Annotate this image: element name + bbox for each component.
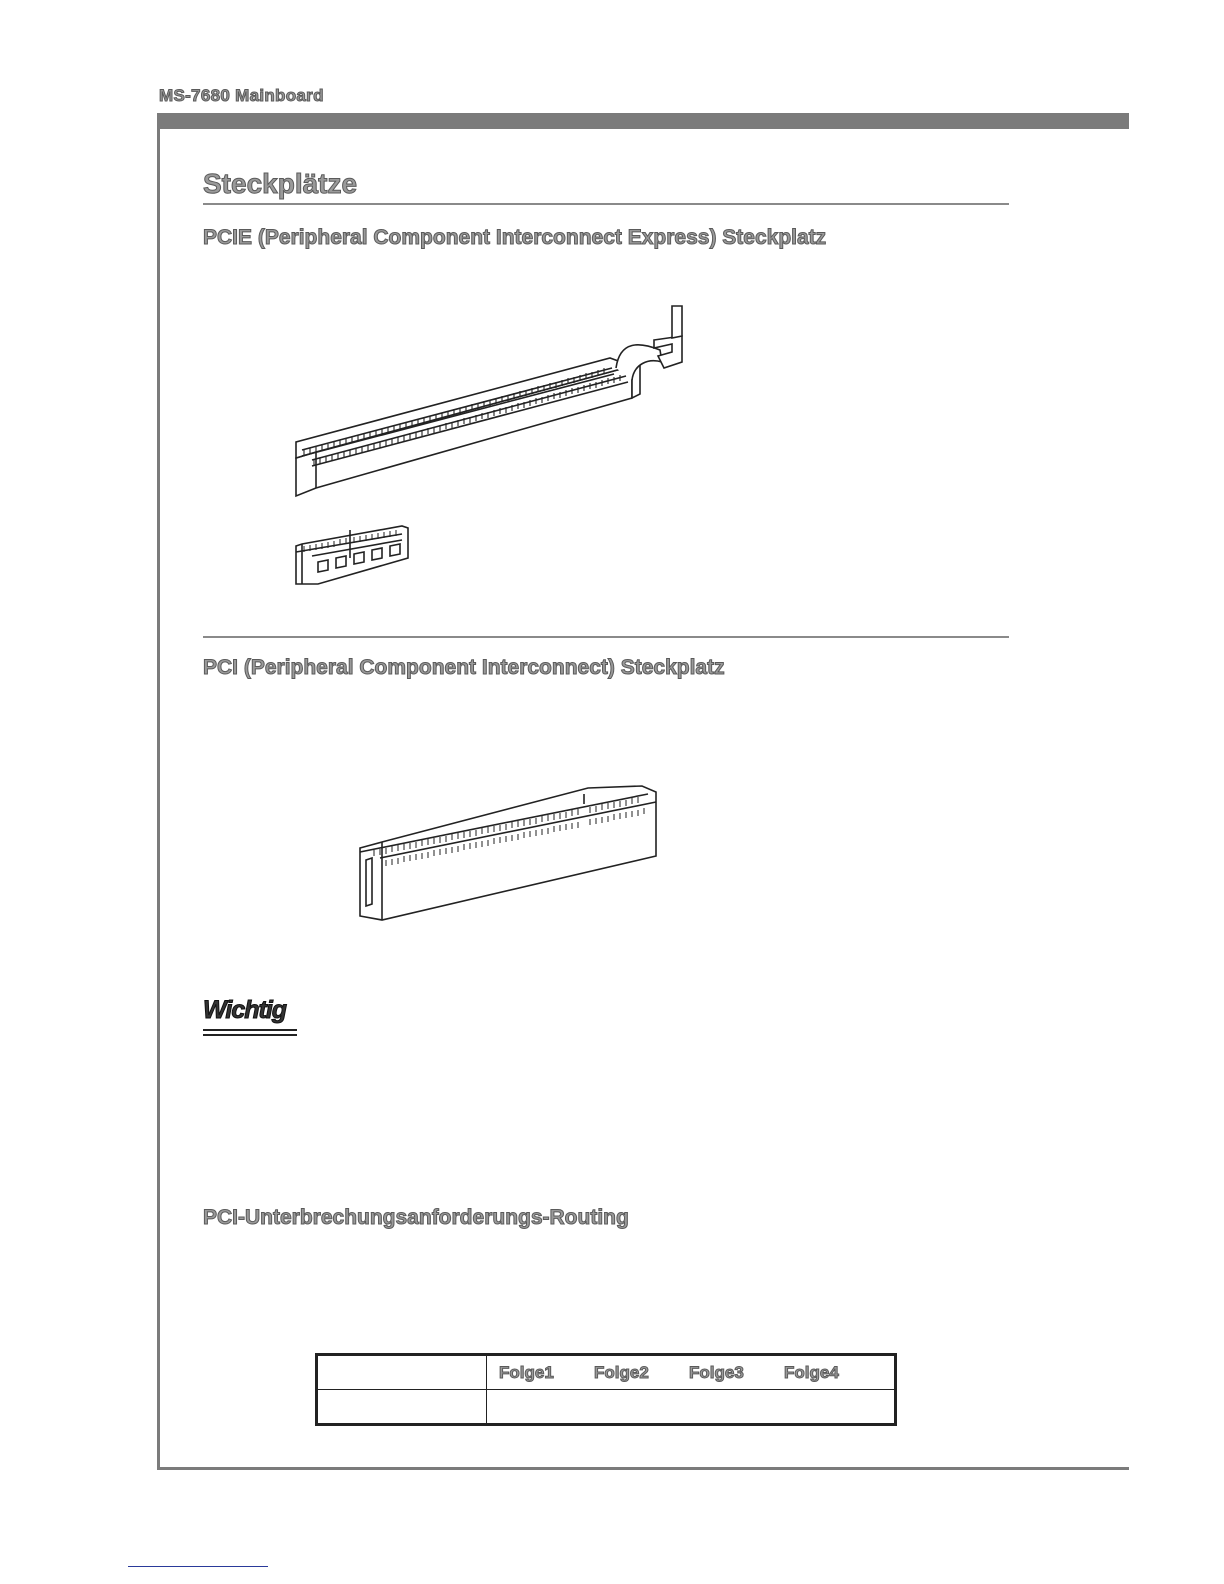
bottom-border bbox=[157, 1467, 1129, 1470]
pci-slot-illustration bbox=[352, 780, 664, 922]
important-label: Wichtig bbox=[203, 996, 287, 1024]
table-row bbox=[317, 1390, 896, 1425]
column-header-folge4: Folge4 bbox=[784, 1362, 839, 1382]
section-underline bbox=[203, 203, 1009, 205]
footer-link-underline bbox=[128, 1566, 268, 1567]
pcie-heading: PCIE (Peripheral Component Interconnect Express) Steckplatz bbox=[203, 226, 827, 249]
routing-heading: PCI-Unterbrechungsanforderungs-Routing bbox=[203, 1206, 629, 1229]
pci-heading: PCI (Peripheral Component Interconnect) Steckplatz bbox=[203, 656, 725, 679]
table-row bbox=[317, 1355, 896, 1390]
table-cell-empty bbox=[317, 1355, 487, 1390]
pcie-x16-slot-illustration bbox=[290, 300, 700, 505]
column-header-folge1: Folge1 bbox=[499, 1362, 554, 1382]
column-header-folge2: Folge2 bbox=[594, 1362, 649, 1382]
table-cell-empty bbox=[487, 1390, 896, 1425]
irq-routing-table bbox=[315, 1353, 897, 1426]
pcie-x1-slot-illustration bbox=[290, 522, 415, 587]
header-bar bbox=[157, 113, 1129, 129]
table-cell-empty bbox=[317, 1390, 487, 1425]
section-title: Steckplätze bbox=[203, 168, 358, 199]
important-underline bbox=[203, 1029, 297, 1031]
important-underline-double bbox=[203, 1034, 297, 1036]
header-model-label: MS-7680 Mainboard bbox=[159, 86, 324, 105]
table-header-cell bbox=[487, 1355, 896, 1390]
section-divider bbox=[203, 636, 1009, 638]
column-header-folge3: Folge3 bbox=[689, 1362, 744, 1382]
left-border bbox=[157, 113, 160, 1470]
